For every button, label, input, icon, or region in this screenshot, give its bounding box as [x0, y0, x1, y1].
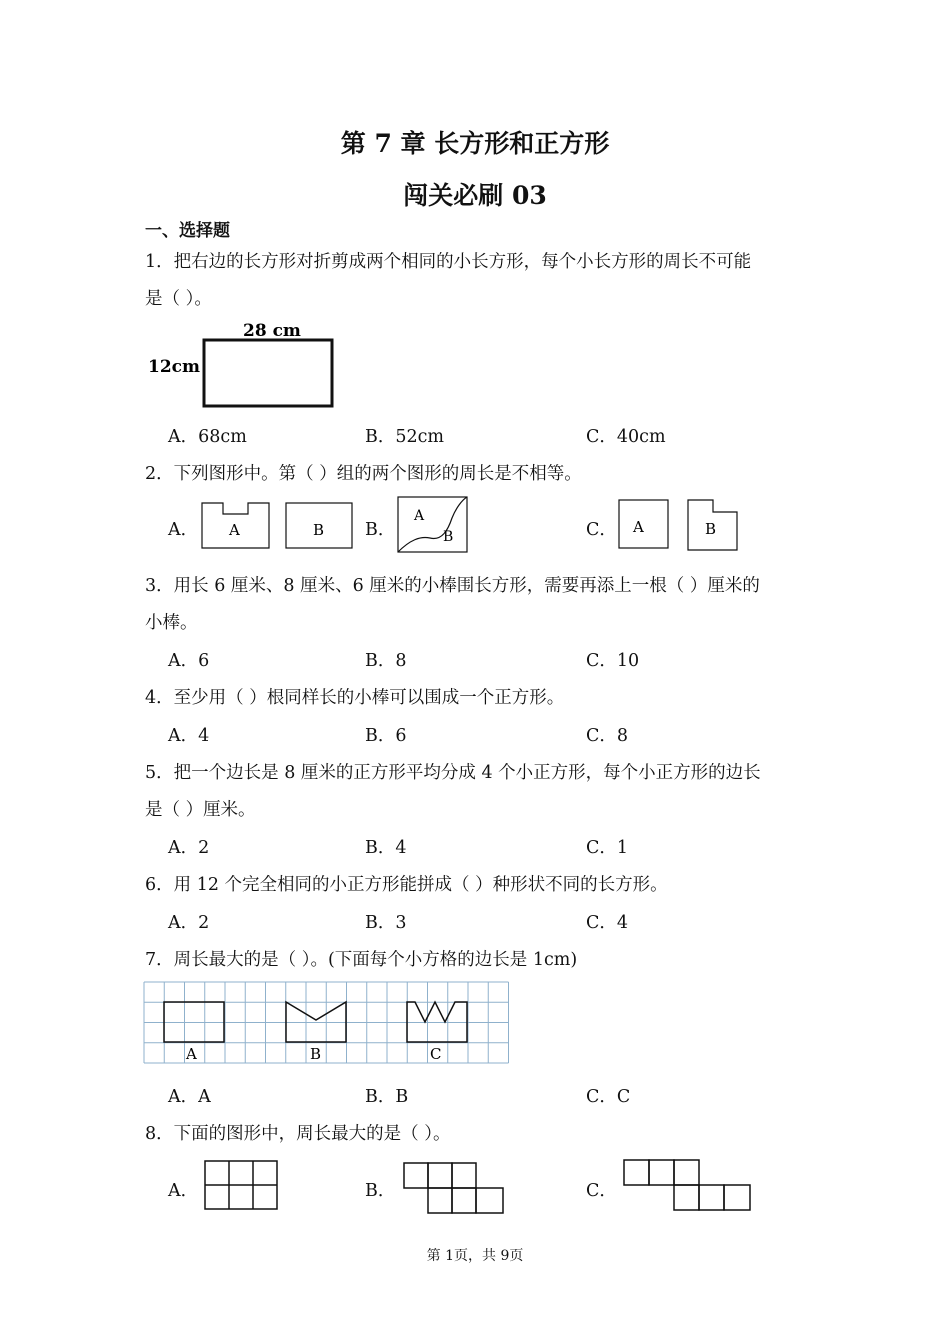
q7-option-c[interactable]: C．C [586, 1087, 631, 1107]
q1-text-line2: 是（ ）。 [145, 289, 212, 309]
q7-label-b: B [310, 1045, 322, 1063]
q6-option-b[interactable]: B．3 [365, 913, 407, 933]
q8-shape-a [205, 1161, 277, 1209]
q2-option-a[interactable]: A． [168, 520, 199, 540]
q8-shape-b [404, 1163, 503, 1213]
q1-text-line1: 1．把右边的长方形对折剪成两个相同的小长方形，每个小长方形的周长不可能 [145, 252, 752, 272]
q8-option-a[interactable]: A． [168, 1181, 199, 1201]
q1-side-label: 12cm [148, 357, 200, 377]
q5-option-c[interactable]: C．1 [586, 838, 629, 858]
q8-option-c[interactable]: C． [586, 1181, 617, 1201]
page-footer: 第 1页，共 9页 [426, 1248, 524, 1264]
q2-option-c[interactable]: C． [586, 520, 617, 540]
q8-option-b[interactable]: B． [365, 1181, 396, 1201]
q6-option-a[interactable]: A．2 [168, 913, 210, 933]
q2-a-shape1-label: A [229, 521, 240, 539]
q2-b-shape1-label: A [414, 508, 425, 524]
q1-top-label: 28 cm [243, 321, 301, 341]
page-title: 第 7 章 长方形和正方形 [340, 129, 610, 158]
q5-option-a[interactable]: A．2 [168, 838, 210, 858]
q1-option-b[interactable]: B．52cm [365, 427, 445, 447]
q1-option-c[interactable]: C．40cm [586, 427, 666, 447]
page-subtitle: 闯关必刷 03 [403, 181, 547, 210]
q6-text: 6．用 12 个完全相同的小正方形能拼成（ ）种形状不同的长方形。 [145, 875, 668, 895]
q3-option-b[interactable]: B．8 [365, 651, 407, 671]
q4-option-c[interactable]: C．8 [586, 726, 629, 746]
q1-option-a[interactable]: A．68cm [168, 427, 247, 447]
q2-a-shape2-label: B [313, 521, 325, 539]
q2-c-shape1-label: A [633, 518, 644, 536]
q4-option-b[interactable]: B．6 [365, 726, 407, 746]
q3-option-a[interactable]: A．6 [168, 651, 210, 671]
q2-option-b[interactable]: B． [365, 520, 396, 540]
q3-option-c[interactable]: C．10 [586, 651, 640, 671]
q5-text-line1: 5．把一个边长是 8 厘米的正方形平均分成 4 个小正方形，每个小正方形的边长 [145, 763, 761, 783]
q5-option-b[interactable]: B．4 [365, 838, 407, 858]
q7-option-b[interactable]: B．B [365, 1087, 409, 1107]
q7-label-c: C [430, 1045, 442, 1063]
q8-shape-c [624, 1160, 750, 1210]
q3-text-line1: 3．用长 6 厘米、8 厘米、6 厘米的小棒围长方形，需要再添上一根（ ）厘米的 [145, 576, 760, 596]
q7-label-a: A [186, 1045, 197, 1063]
q7-text: 7．周长最大的是（ ）。(下面每个小方格的边长是 1cm) [145, 950, 578, 970]
section-heading: 一、选择题 [145, 221, 230, 241]
q6-option-c[interactable]: C．4 [586, 913, 629, 933]
q4-option-a[interactable]: A．4 [168, 726, 210, 746]
q4-text: 4．至少用（ ）根同样长的小棒可以围成一个正方形。 [145, 688, 565, 708]
q2-c-shape2-label: B [705, 520, 717, 538]
q2-b-shape2-label: B [443, 529, 454, 545]
q8-text: 8．下面的图形中，周长最大的是（ ）。 [145, 1124, 451, 1144]
q7-option-a[interactable]: A．A [168, 1087, 211, 1107]
q3-text-line2: 小棒。 [145, 613, 198, 633]
q5-text-line2: 是（ ）厘米。 [145, 800, 256, 820]
q2-text: 2．下列图形中。第（ ）组的两个图形的周长是不相等。 [145, 464, 582, 484]
